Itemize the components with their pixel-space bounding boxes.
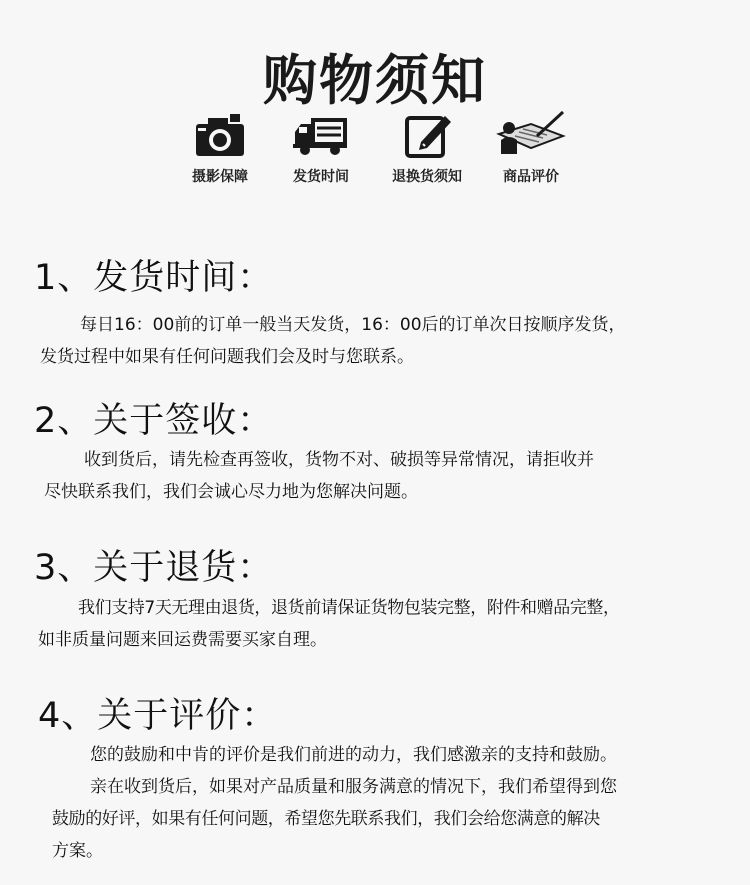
paragraph-line: 发货过程中如果有任何问题我们会及时与您联系。 (40, 347, 414, 367)
icon-item-review (476, 110, 586, 186)
camera-icon (192, 110, 248, 160)
section-title-receipt: 2、关于签收： (34, 401, 274, 441)
paragraph-line: 鼓励的好评，如果有任何问题，希望您先联系我们，我们会给您满意的解决 (52, 809, 600, 829)
truck-icon (291, 110, 351, 160)
section-body-shipping (40, 309, 626, 373)
icon-item-shipping (266, 110, 376, 186)
review-icon (491, 110, 571, 160)
paragraph-line: 方案。 (52, 841, 103, 861)
edit-icon (399, 110, 455, 160)
section-body-returns (38, 592, 620, 656)
section-title-returns: 3、关于退货： (34, 548, 274, 588)
paragraph-line: 您的鼓励和中肯的评价是我们前进的动力，我们感激亲的支持和鼓励。 (90, 745, 617, 765)
icon-label-review: 商品评价 (503, 169, 559, 185)
icon-row (0, 110, 750, 210)
paragraph-line: 我们支持7天无理由退货，退货前请保证货物包装完整，附件和赠品完整， (78, 598, 620, 618)
page-title: 购物须知 (263, 49, 487, 112)
icon-item-photo (165, 110, 275, 186)
icon-label-shipping: 发货时间 (293, 169, 349, 185)
icon-label-return: 退换货须知 (392, 169, 462, 185)
paragraph-line: 每日16：00前的订单一般当天发货，16：00后的订单次日按顺序发货， (80, 315, 626, 335)
paragraph-line: 尽快联系我们，我们会诚心尽力地为您解决问题。 (44, 482, 418, 502)
paragraph-line: 亲在收到货后，如果对产品质量和服务满意的情况下，我们希望得到您 (90, 777, 617, 797)
section-body-receipt (44, 444, 594, 508)
section-title-shipping: 1、发货时间： (34, 258, 274, 298)
icon-label-photo: 摄影保障 (192, 169, 248, 185)
icon-item-return (372, 110, 482, 186)
paragraph-line: 收到货后，请先检查再签收，货物不对、破损等异常情况，请拒收并 (84, 450, 594, 470)
section-title-review: 4、关于评价： (38, 696, 278, 736)
section-body-review (52, 739, 617, 867)
paragraph-line: 如非质量问题来回运费需要买家自理。 (38, 630, 327, 650)
